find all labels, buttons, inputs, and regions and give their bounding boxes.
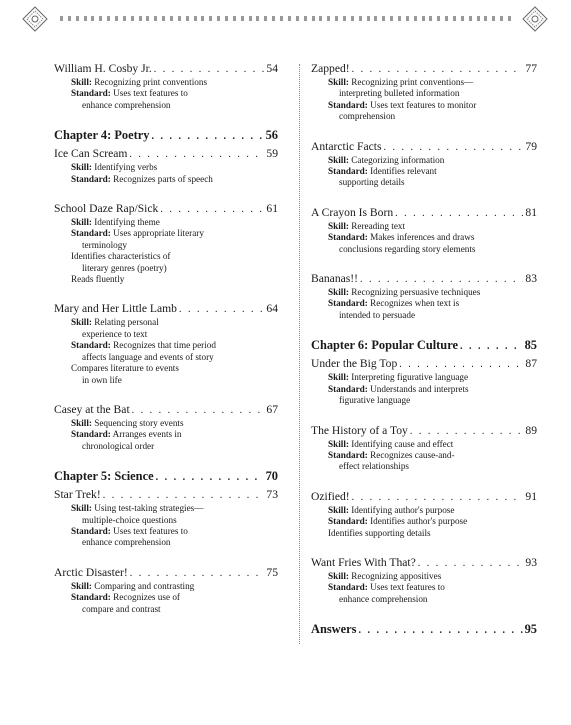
- toc-entry-ozified: [311, 490, 537, 539]
- line-text: Identifying theme: [94, 217, 160, 228]
- toc-title-line: [54, 147, 278, 162]
- dot-leader: [130, 567, 265, 581]
- toc-title-line: [311, 357, 537, 372]
- toc-title-line: [311, 206, 537, 221]
- standard-line: [311, 516, 537, 527]
- line-text: multiple-choice questions: [82, 514, 177, 525]
- detail-line: [54, 441, 278, 452]
- detail-line: [54, 274, 278, 285]
- detail-line: [311, 594, 537, 605]
- line-text: Using test-taking strategies—: [94, 503, 204, 514]
- line-text: Identifying author's purpose: [351, 504, 455, 515]
- detail-line: [311, 461, 537, 472]
- line-label: Skill:: [328, 504, 349, 515]
- toc-title-line: [54, 128, 278, 144]
- toc-entry-william-h-cosby-jr: [54, 62, 278, 111]
- toc-entry-antarctic-facts: [311, 140, 537, 189]
- page-number: 59: [266, 147, 278, 161]
- line-label: Skill:: [328, 438, 349, 449]
- line-label: Skill:: [71, 503, 92, 514]
- detail-line: [311, 111, 537, 122]
- top-decorative-border: [60, 16, 511, 24]
- line-text: Uses text features to: [113, 88, 188, 99]
- selection-title: Want Fries With That?: [311, 555, 416, 569]
- column-divider: [299, 64, 300, 644]
- page-number: 89: [525, 423, 537, 437]
- toc-title-line: [311, 556, 537, 571]
- line-label: Standard:: [328, 582, 368, 593]
- skill-line: [311, 287, 537, 298]
- dot-leader: [352, 491, 524, 505]
- spacer: [311, 123, 537, 140]
- selection-title: Ice Can Scream: [54, 147, 128, 161]
- toc-entry-chapter-4-poetry: [54, 128, 278, 144]
- selection-title: Antarctic Facts: [311, 139, 382, 153]
- line-label: Standard:: [328, 383, 368, 394]
- spacer: [311, 255, 537, 272]
- line-text: Identifying cause and effect: [351, 438, 454, 449]
- page-number: 70: [265, 469, 278, 484]
- skill-line: [54, 317, 278, 328]
- spacer: [54, 111, 278, 128]
- line-text: literary genres (poetry): [82, 262, 167, 273]
- line-label: Standard:: [71, 173, 111, 184]
- toc-title-line: [54, 62, 278, 77]
- chapter-title: Chapter 4: Poetry: [54, 128, 150, 143]
- detail-line: [311, 528, 537, 539]
- line-text: Compares literature to events: [71, 363, 179, 374]
- detail-line: [54, 251, 278, 262]
- standard-line: [54, 88, 278, 99]
- standard-line: [311, 582, 537, 593]
- dot-leader: [151, 130, 263, 144]
- skill-line: [54, 162, 278, 173]
- page-number: 85: [524, 338, 537, 353]
- detail-line: [54, 240, 278, 251]
- toc-entry-want-fries-with-that: [311, 556, 537, 605]
- toc-right-column: [311, 62, 537, 638]
- skill-line: [311, 155, 537, 166]
- skill-line: [311, 571, 537, 582]
- page-number: 91: [525, 489, 537, 503]
- dot-leader: [156, 471, 264, 485]
- line-label: Standard:: [328, 516, 368, 527]
- line-text: Comparing and contrasting: [94, 580, 195, 591]
- page-number: 54: [266, 62, 278, 75]
- line-text: Recognizing print conventions—: [351, 77, 474, 87]
- dot-leader: [352, 63, 524, 77]
- page-number: 75: [266, 565, 278, 579]
- standard-line: [311, 166, 537, 177]
- toc-entry-chapter-5-science: [54, 469, 278, 485]
- line-text: Rereading text: [351, 220, 406, 231]
- toc-title-line: [311, 338, 537, 354]
- selection-title: Mary and Her Little Lamb: [54, 302, 177, 316]
- standard-line: [54, 592, 278, 603]
- spacer: [311, 189, 537, 206]
- selection-title: Under the Big Top: [311, 357, 398, 371]
- selection-title: Casey at the Bat: [54, 402, 130, 416]
- toc-entry-bananas: [311, 272, 537, 321]
- spacer: [311, 321, 537, 338]
- line-label: Standard:: [71, 592, 111, 603]
- skill-line: [311, 372, 537, 383]
- detail-line: [54, 100, 278, 111]
- detail-line: [54, 515, 278, 526]
- toc-entry-arctic-disaster: [54, 566, 278, 615]
- line-text: enhance comprehension: [339, 593, 428, 604]
- spacer: [311, 407, 537, 424]
- line-label: Skill:: [71, 317, 92, 328]
- line-text: Sequencing story events: [94, 417, 184, 428]
- line-label: Standard:: [71, 429, 111, 440]
- dot-leader: [132, 404, 265, 418]
- dot-leader: [399, 358, 523, 372]
- line-text: Uses text features to: [370, 582, 445, 593]
- skill-line: [54, 217, 278, 228]
- line-label: Skill:: [71, 417, 92, 428]
- page-number: 61: [266, 202, 278, 216]
- selection-title: A Crayon Is Born: [311, 205, 394, 219]
- skill-line: [54, 503, 278, 514]
- skill-line: [54, 418, 278, 429]
- dot-leader: [179, 303, 264, 317]
- toc-entry-school-daze-rap-sick: [54, 202, 278, 285]
- toc-title-line: [311, 424, 537, 439]
- toc-entry-casey-at-the-bat: [54, 403, 278, 452]
- toc-title-line: [311, 62, 537, 77]
- line-text: Recognizes parts of speech: [113, 173, 213, 184]
- toc-title-line: [311, 140, 537, 155]
- line-text: intended to persuade: [339, 309, 416, 320]
- line-text: Recognizing print conventions: [94, 77, 208, 87]
- line-text: Recognizes cause-and-: [370, 449, 455, 460]
- line-label: Standard:: [71, 525, 111, 536]
- line-text: Identifies supporting details: [328, 527, 431, 538]
- line-label: Skill:: [328, 570, 349, 581]
- dot-leader: [154, 63, 265, 77]
- spacer: [54, 452, 278, 469]
- skill-line: [54, 581, 278, 592]
- detail-line: [54, 537, 278, 548]
- standard-line: [311, 450, 537, 461]
- toc-entry-ice-can-scream: [54, 147, 278, 185]
- standard-line: [311, 384, 537, 395]
- line-label: Standard:: [71, 340, 111, 351]
- detail-line: [311, 244, 537, 255]
- standard-line: [311, 100, 537, 111]
- line-label: Skill:: [71, 162, 92, 173]
- skill-line: [311, 77, 537, 88]
- standard-line: [54, 340, 278, 351]
- page-number: 79: [525, 139, 537, 153]
- line-label: Skill:: [71, 580, 92, 591]
- toc-title-line: [311, 272, 537, 287]
- spacer: [311, 473, 537, 490]
- toc-title-line: [54, 488, 278, 503]
- selection-title: Star Trek!: [54, 488, 101, 502]
- line-label: Standard:: [71, 228, 111, 239]
- chapter-title: Chapter 5: Science: [54, 469, 154, 484]
- line-text: Identifying verbs: [94, 162, 158, 173]
- line-text: Identifies relevant: [370, 166, 437, 177]
- detail-line: [54, 363, 278, 374]
- page-number: 67: [266, 402, 278, 416]
- line-text: enhance comprehension: [82, 537, 171, 548]
- detail-line: [311, 177, 537, 188]
- toc-entry-mary-and-her-little-lamb: [54, 302, 278, 385]
- selection-title: Arctic Disaster!: [54, 565, 128, 579]
- line-text: Relating personal: [94, 317, 159, 328]
- line-text: in own life: [82, 374, 122, 385]
- toc-entry-the-history-of-a-toy: [311, 424, 537, 473]
- line-text: Recognizes when text is: [370, 298, 460, 309]
- line-text: chronological order: [82, 440, 155, 451]
- dot-leader: [395, 207, 523, 221]
- page-number: 64: [266, 302, 278, 316]
- detail-line: [311, 395, 537, 406]
- line-text: Uses text features to monitor: [370, 99, 477, 110]
- detail-line: [54, 263, 278, 274]
- standard-line: [311, 298, 537, 309]
- line-label: Skill:: [328, 77, 349, 87]
- dot-leader: [129, 148, 264, 162]
- toc-title-line: [311, 622, 537, 638]
- toc-entry-answers: [311, 622, 537, 638]
- line-label: Standard:: [328, 166, 368, 177]
- corner-ornament-icon: [522, 6, 548, 32]
- spacer: [311, 539, 537, 556]
- page-number: 77: [525, 62, 537, 75]
- line-text: conclusions regarding story elements: [339, 243, 476, 254]
- line-text: Arranges events in: [112, 429, 182, 440]
- detail-line: [54, 604, 278, 615]
- line-text: Categorizing information: [351, 154, 445, 165]
- dot-leader: [460, 340, 523, 354]
- line-text: effect relationships: [339, 461, 409, 472]
- skill-line: [311, 221, 537, 232]
- toc-title-line: [54, 202, 278, 217]
- page-number: 95: [524, 622, 537, 637]
- selection-title: School Daze Rap/Sick: [54, 202, 159, 216]
- dot-leader: [360, 273, 523, 287]
- line-text: experience to text: [82, 328, 148, 339]
- line-label: Skill:: [328, 372, 349, 383]
- page-number: 83: [525, 272, 537, 286]
- page-number: 56: [265, 128, 278, 143]
- toc-entry-a-crayon-is-born: [311, 206, 537, 255]
- line-text: figurative language: [339, 395, 411, 406]
- toc-title-line: [54, 403, 278, 418]
- dot-leader: [103, 489, 265, 503]
- line-text: compare and contrast: [82, 603, 161, 614]
- spacer: [54, 285, 278, 302]
- dot-leader: [358, 624, 522, 638]
- toc-title-line: [54, 566, 278, 581]
- line-text: affects language and events of story: [82, 351, 214, 362]
- line-text: enhance comprehension: [82, 99, 171, 110]
- selection-title: Ozified!: [311, 489, 350, 503]
- toc-entry-chapter-6-popular-culture: [311, 338, 537, 354]
- line-text: Uses text features to: [113, 525, 188, 536]
- detail-line: [311, 88, 537, 99]
- toc-left-column: [54, 62, 278, 615]
- line-text: Recognizing appositives: [351, 570, 442, 581]
- detail-line: [311, 310, 537, 321]
- line-label: Standard:: [71, 88, 111, 99]
- detail-line: [54, 375, 278, 386]
- line-text: terminology: [82, 239, 127, 250]
- toc-title-line: [54, 469, 278, 485]
- line-label: Standard:: [328, 99, 368, 110]
- spacer: [54, 386, 278, 403]
- page-number: 93: [525, 555, 537, 569]
- line-label: Standard:: [328, 232, 368, 243]
- line-text: Identifies characteristics of: [71, 251, 171, 262]
- selection-title: The History of a Toy: [311, 423, 408, 437]
- line-text: supporting details: [339, 177, 405, 188]
- dot-leader: [410, 425, 524, 439]
- page-number: 73: [266, 488, 278, 502]
- standard-line: [54, 174, 278, 185]
- standard-line: [311, 232, 537, 243]
- line-text: Recognizing persuasive techniques: [351, 287, 481, 298]
- line-text: Recognizes use of: [113, 592, 180, 603]
- selection-title: Zapped!: [311, 62, 350, 75]
- toc-entry-star-trek: [54, 488, 278, 549]
- dot-leader: [160, 203, 264, 217]
- skill-line: [311, 439, 537, 450]
- selection-title: Bananas!!: [311, 272, 358, 286]
- selection-title: William H. Cosby Jr.: [54, 62, 152, 75]
- line-label: Skill:: [328, 154, 349, 165]
- toc-title-line: [311, 490, 537, 505]
- skill-line: [311, 505, 537, 516]
- corner-ornament-icon: [22, 6, 48, 32]
- line-text: Identifies author's purpose: [370, 516, 468, 527]
- line-label: Standard:: [328, 298, 368, 309]
- spacer: [54, 549, 278, 566]
- line-label: Standard:: [328, 449, 368, 460]
- detail-line: [54, 329, 278, 340]
- page-number: 81: [525, 205, 537, 219]
- page-number: 87: [525, 357, 537, 371]
- toc-title-line: [54, 302, 278, 317]
- detail-line: [54, 352, 278, 363]
- line-label: Skill:: [328, 287, 349, 298]
- spacer: [54, 185, 278, 202]
- line-label: Skill:: [328, 220, 349, 231]
- line-text: Understands and interprets: [370, 383, 469, 394]
- standard-line: [54, 228, 278, 239]
- chapter-title: Answers: [311, 622, 357, 637]
- standard-line: [54, 429, 278, 440]
- line-label: Skill:: [71, 77, 92, 87]
- chapter-title: Chapter 6: Popular Culture: [311, 338, 458, 353]
- dot-leader: [418, 557, 524, 571]
- line-label: Skill:: [71, 217, 92, 228]
- line-text: Recognizes that time period: [113, 340, 216, 351]
- toc-entry-under-the-big-top: [311, 357, 537, 406]
- line-text: Reads fluently: [71, 274, 125, 285]
- standard-line: [54, 526, 278, 537]
- line-text: Uses appropriate literary: [113, 228, 204, 239]
- line-text: Makes inferences and draws: [370, 232, 475, 243]
- line-text: interpreting bulleted information: [339, 88, 460, 99]
- line-text: Interpreting figurative language: [351, 372, 469, 383]
- toc-entry-zapped: [311, 62, 537, 123]
- skill-line: [54, 77, 278, 88]
- line-text: comprehension: [339, 111, 396, 122]
- dot-leader: [384, 141, 524, 155]
- spacer: [311, 605, 537, 622]
